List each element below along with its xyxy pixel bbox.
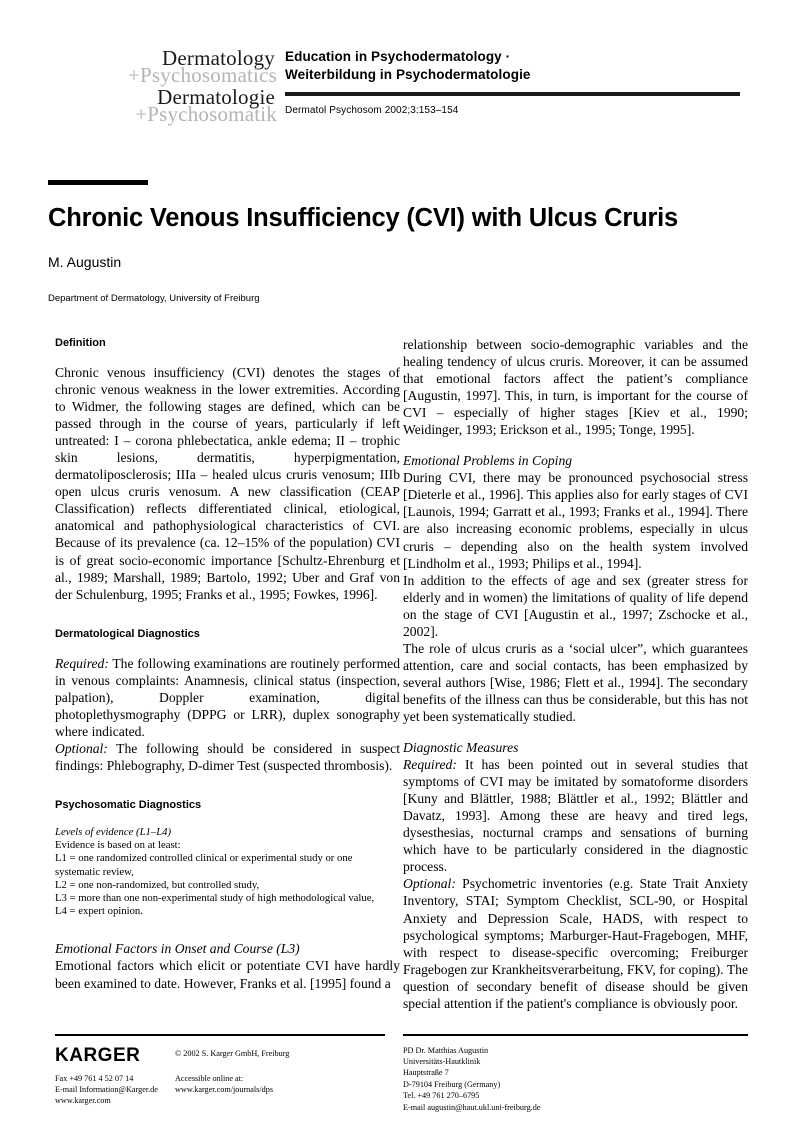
logo-line-psychosomatik: +Psychosomatik [135,102,277,126]
paragraph-dermatological-required [55,655,400,740]
publisher-email[interactable]: E-mail Information@Karger.de [55,1084,158,1094]
publisher-fax: Fax +49 761 4 52 07 14 [55,1073,134,1083]
title-block [48,180,748,306]
evidence-level-l2: L2 = one non-randomized, but controlled study, [55,878,260,891]
online-access [175,1073,375,1096]
footer-publisher [55,1034,385,1113]
footer-divider-left [55,1034,385,1036]
journal-logo [45,48,275,124]
heading-levels-of-evidence: Levels of evidence (L1–L4) [55,825,172,838]
logo-line-psychosomatics: +Psychosomatics [127,63,277,87]
journal-header [285,48,748,118]
label-optional-diagnostic: Optional: [403,876,456,892]
text-dermatological-required: The following examinations are routinely performed in venous complaints: Anamnesis, clinical status (inspection, palpation), Doppler examination, digital photoplethysmography (DPPG or LRR), duplex sonography where indicated. [55,655,400,739]
masthead [45,48,748,158]
footer-correspondence [403,1034,748,1113]
label-optional: Optional: [55,740,108,756]
heading-emotional-problems-coping: Emotional Problems in Coping [403,453,573,469]
copyright-text: © 2002 S. Karger GmbH, Freiburg [175,1048,290,1058]
evidence-level-l1: L1 = one randomized controlled clinical or experimental study or one systematic review, [55,852,353,878]
heading-dermatological-diagnostics: Dermatological Diagnostics [55,627,200,640]
label-required-diagnostic: Required: [403,757,457,773]
contact-street: Hauptstraße 7 [403,1068,449,1078]
page-title: Chronic Venous Insufficiency (CVI) with Ulcus Cruris [48,204,679,232]
left-column [55,336,400,992]
paragraph-coping-1: During CVI, there may be pronounced psychosocial stress [Dieterle et al., 1996]. This applies also for early stages of CVI [Launois, 1994; Garratt et al., 1993; Franks et al., 1994]. There are also increasing economic problems, especially in ulcus cruris – depending also on the health system involved [Lindholm et al., 1993; Philips et al., 1994]. [403,470,748,571]
contact-telephone: Tel. +49 761 270–6795 [403,1091,480,1101]
paragraph-dermatological-optional [55,740,400,774]
journal-citation: Dermatol Psychosom 2002;3:153–154 [285,105,459,116]
evidence-level-l4: L4 = expert opinion. [55,905,143,918]
contact-city: D-79104 Freiburg (Germany) [403,1079,501,1089]
footer-divider-right [403,1034,748,1036]
paragraph-diagnostic-optional [403,875,748,1011]
correspondence-address [403,1045,748,1113]
text-diagnostic-required: It has been pointed out in several studies that symptoms of CVI may be imitated by somatoforme disorders [Kuny and Blättler, 1988; Blättler et al., 1992; Blättler and Davatz, 1993]. Among these are heavy and tired legs, dysesthesias, nocturnal cramps and sensations of burning which have to be particularly considered in the diagnostic process. [403,757,748,875]
online-access-url[interactable]: www.karger.com/journals/dps [175,1084,274,1094]
evidence-levels-block [55,826,400,918]
journal-section-title-de: Weiterbildung in Psychodermatologie [285,67,531,82]
contact-institution: Universitäts-Hautklinik [403,1056,481,1066]
publisher-contact [55,1073,175,1107]
masthead-divider [285,92,740,96]
paragraph-continuation: relationship between socio-demographic variables and the healing tendency of ulcus cruris. Moreover, it can be assumed that emotional factors affect the patient’s compliance [Augustin, 1997]. This, in turn, is important for the course of CVI – especially of higher stages [Kiev et al., 1990; Weidinger, 1993; Erickson et al., 1995; Tonge, 1995]. [403,337,748,438]
paragraph-coping-3: The role of ulcus cruris as a ‘social ulcer”, which guarantees attention, care and social contacts, has been emphasized by several authors [Wise, 1986; Flett et al., 1994]. The secondary benefits of the illness can thus be considerable, but this has not yet been systematically studied. [403,640,748,724]
contact-name: PD Dr. Matthias Augustin [403,1045,489,1055]
logo-line-dermatology: Dermatology [161,46,275,70]
journal-section-title-en: Education in Psychodermatology · [285,49,511,64]
heading-definition: Definition [55,337,106,349]
paragraph-coping-2: In addition to the effects of age and sex (greater stress for elderly and in women) the limitations of quality of life depend on the stage of CVI [Augustin et al., 1997; Zschocke et al., 2002]. [403,572,748,639]
text-diagnostic-optional: Psychometric inventories (e.g. State Trait Anxiety Inventory, STAI; Symptom Checklist, SCL-90, or Hospital Anxiety and Depression Scale, HADS, with respect to psychological symptoms; Marburger-Haut-Fragebogen, MHF, with respect to disease-specific overcoming; Freiburger Fragebogen zur Krankheitsverarbeitung, FKV, for coping). The question of secondary benefit of disease should be given special attention if the patient's compliance is obviously poor. [403,876,748,1011]
publisher-website[interactable]: www.karger.com [55,1096,111,1106]
heading-psychosomatic-diagnostics: Psychosomatic Diagnostics [55,798,202,811]
text-dermatological-optional: The following should be considered in suspect findings: Phlebography, D-dimer Test (suspected thrombosis). [55,740,400,773]
contact-email[interactable]: E-mail augustin@haut.ukl.uni-freiburg.de [403,1102,541,1112]
paragraph-emotional-factors: Emotional factors which elicit or potentiate CVI have hardly been examined to date. However, Franks et al. [1995] found a [55,958,400,991]
paragraph-definition: Chronic venous insufficiency (CVI) denotes the stages of chronic venous weakness in the lower extremities. According to Widmer, the following stages are defined, which can be passed through in the course of years, particularly if left untreated: I – corona phlebectatica, ankle edema; II – trophic skin lesions, dermatitis, hyperpigmentation, dermatoliposclerosis; IIIa – healed ulcus cruris venosum; IIIb open ulcus cruris venosum. A new classification (CEAP Classification) reflects differentiated clinical, etiological, anatomical and pathophysiological characteristics of CVI. Because of its prevalence (ca. 12–15% of the population) CVI is of great socio-economic importance [Schultz-Ehrenburg et al., 1989; Marshall, 1989; Bartolo, 1992; Uber and Graf von der Schulenburg, 1995; Franks et al., 1995; Fowkes, 1996]. [55,365,400,602]
article-affiliation: Department of Dermatology, University of Freiburg [48,293,260,304]
title-accent-rule [48,180,148,185]
label-required: Required: [55,655,109,671]
karger-logo: KARGER [55,1044,141,1066]
paragraph-diagnostic-required [403,756,748,875]
right-column [403,336,748,1012]
logo-line-dermatologie: Dermatologie [157,85,275,109]
evidence-level-l3: L3 = more than one non-experimental study of high methodological value, [55,892,375,904]
heading-diagnostic-measures: Diagnostic Measures [403,740,519,756]
article-author: M. Augustin [48,254,122,270]
online-access-label: Accessible online at: [175,1073,244,1083]
heading-emotional-factors: Emotional Factors in Onset and Course (L3) [55,941,300,957]
levels-intro: Evidence is based on at least: [55,839,181,852]
